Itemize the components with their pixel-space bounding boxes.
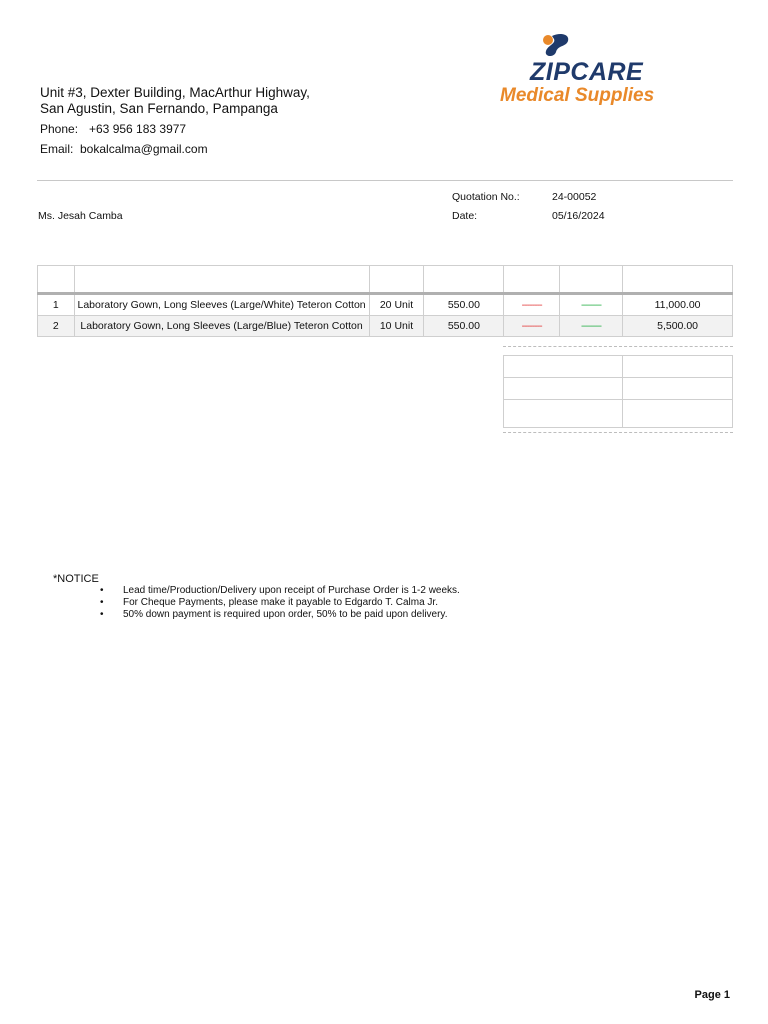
items-table bbox=[37, 265, 733, 337]
quotation-number-label: Quotation No.: bbox=[452, 191, 520, 203]
totals-top-divider bbox=[503, 346, 733, 347]
item-description: Laboratory Gown, Long Sleeves (Large/Blue) Teteron Cotton bbox=[74, 316, 369, 337]
bullet: • bbox=[100, 597, 104, 608]
address-line-1: Unit #3, Dexter Building, MacArthur Highway, bbox=[40, 85, 310, 100]
email-value: bokalcalma@gmail.com bbox=[80, 142, 208, 156]
header-cell bbox=[369, 266, 424, 294]
list-item bbox=[100, 609, 460, 621]
notice-text: For Cheque Payments, please make it payable to Edgardo T. Calma Jr. bbox=[123, 597, 438, 608]
bullet: • bbox=[100, 609, 104, 620]
phone-row bbox=[40, 122, 186, 136]
totals-label-cell bbox=[504, 356, 623, 378]
item-quantity: 10 Unit bbox=[369, 316, 424, 337]
bullet: • bbox=[100, 585, 104, 596]
notice-title: *NOTICE bbox=[53, 573, 99, 585]
company-address bbox=[40, 85, 310, 117]
totals-table bbox=[503, 355, 733, 428]
table-header-row bbox=[38, 266, 733, 294]
header-cell bbox=[38, 266, 75, 294]
header-cell bbox=[74, 266, 369, 294]
header-cell bbox=[424, 266, 504, 294]
totals-bottom-divider bbox=[503, 432, 733, 433]
notice-text: 50% down payment is required upon order, 50% to be paid upon delivery. bbox=[123, 609, 448, 620]
item-col5: -------- bbox=[504, 316, 559, 337]
totals-value-cell bbox=[623, 378, 733, 400]
logo-mark-icon bbox=[538, 32, 574, 58]
item-number: 2 bbox=[38, 316, 75, 337]
item-unit-price: 550.00 bbox=[424, 316, 504, 337]
totals-row bbox=[504, 378, 733, 400]
table-row bbox=[38, 294, 733, 316]
totals-label-cell bbox=[504, 400, 623, 428]
email-row bbox=[40, 142, 208, 156]
phone-value: +63 956 183 3977 bbox=[89, 122, 187, 136]
totals-label-cell bbox=[504, 378, 623, 400]
totals-value-cell bbox=[623, 356, 733, 378]
totals-row bbox=[504, 400, 733, 428]
item-col5: -------- bbox=[504, 294, 559, 316]
item-description: Laboratory Gown, Long Sleeves (Large/White) Teteron Cotton bbox=[74, 294, 369, 316]
date-label: Date: bbox=[452, 210, 478, 222]
page-number: Page 1 bbox=[694, 989, 730, 1001]
item-quantity: 20 Unit bbox=[369, 294, 424, 316]
customer-name: Ms. Jesah Camba bbox=[38, 210, 123, 222]
quotation-date: 05/16/2024 bbox=[552, 210, 605, 222]
list-item bbox=[100, 585, 460, 597]
notice-text: Lead time/Production/Delivery upon receipt of Purchase Order is 1-2 weeks. bbox=[123, 585, 460, 596]
list-item bbox=[100, 597, 460, 609]
company-logo bbox=[496, 30, 680, 110]
totals-value-cell bbox=[623, 400, 733, 428]
notice-list bbox=[100, 585, 460, 621]
header-divider bbox=[37, 180, 733, 181]
item-unit-price: 550.00 bbox=[424, 294, 504, 316]
address-line-2: San Agustin, San Fernando, Pampanga bbox=[40, 101, 278, 116]
phone-label: Phone: bbox=[40, 122, 79, 136]
item-amount: 5,500.00 bbox=[623, 316, 733, 337]
logo-tagline: Medical Supplies bbox=[500, 85, 655, 106]
item-amount: 11,000.00 bbox=[623, 294, 733, 316]
item-col6: -------- bbox=[559, 316, 622, 337]
item-col6: -------- bbox=[559, 294, 622, 316]
totals-row bbox=[504, 356, 733, 378]
header-cell bbox=[504, 266, 559, 294]
item-number: 1 bbox=[38, 294, 75, 316]
header-cell bbox=[623, 266, 733, 294]
logo-wordmark: ZIPCARE bbox=[530, 58, 644, 86]
quotation-number: 24-00052 bbox=[552, 191, 597, 203]
header-cell bbox=[559, 266, 622, 294]
email-label: Email: bbox=[40, 142, 74, 156]
table-row bbox=[38, 316, 733, 337]
